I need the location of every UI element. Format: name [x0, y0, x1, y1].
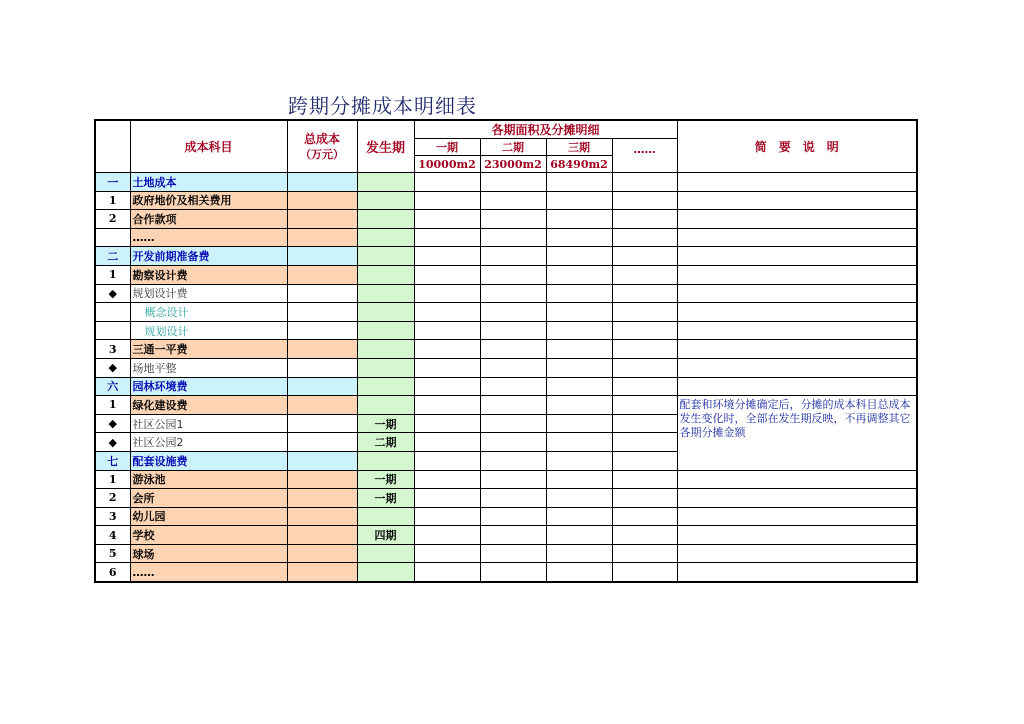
header-blank — [95, 120, 130, 173]
row-period[interactable]: 一期 — [357, 470, 414, 489]
row-period[interactable] — [357, 247, 414, 266]
row-phase-1-amount[interactable] — [414, 358, 480, 377]
row-subject[interactable]: 园林环境费 — [130, 377, 287, 396]
row-phase-4-amount[interactable] — [612, 210, 677, 229]
row-phase-4-amount[interactable] — [612, 526, 677, 545]
row-subject[interactable]: 配套设施费 — [130, 451, 287, 470]
table-row — [95, 340, 917, 359]
row-phase-2-amount[interactable] — [480, 489, 546, 508]
table-row — [95, 563, 917, 582]
row-phase-2-amount[interactable] — [480, 526, 546, 545]
row-total-cost[interactable] — [287, 210, 357, 229]
row-total-cost[interactable] — [287, 321, 357, 340]
row-phase-4-amount[interactable] — [612, 470, 677, 489]
allocation-note: 配套和环境分摊确定后，分摊的成本科目总成本发生变化时，全部在发生期反映，不再调整其它各期分摊金额 — [677, 396, 917, 470]
row-phase-1-amount[interactable] — [414, 470, 480, 489]
row-phase-4-amount[interactable] — [612, 396, 677, 415]
row-subject[interactable]: 三通一平费 — [130, 340, 287, 359]
row-phase-4-amount[interactable] — [612, 303, 677, 322]
row-notes[interactable] — [677, 284, 917, 303]
table-row — [95, 377, 917, 396]
row-phase-3-amount[interactable] — [546, 377, 612, 396]
row-phase-1-amount[interactable] — [414, 191, 480, 210]
row-period[interactable] — [357, 396, 414, 415]
header-phase-3: 三期 — [546, 139, 612, 156]
row-phase-2-amount[interactable] — [480, 470, 546, 489]
header-phase-2: 二期 — [480, 139, 546, 156]
row-phase-1-amount[interactable] — [414, 173, 480, 192]
row-subject[interactable]: 幼儿园 — [130, 507, 287, 526]
row-total-cost[interactable] — [287, 340, 357, 359]
row-phase-2-amount[interactable] — [480, 321, 546, 340]
row-phase-1-amount[interactable] — [414, 414, 480, 433]
row-subject[interactable]: 勘察设计费 — [130, 265, 287, 284]
row-phase-4-amount[interactable] — [612, 340, 677, 359]
table-row — [95, 507, 917, 526]
row-phase-1-amount[interactable] — [414, 433, 480, 452]
row-phase-1-amount[interactable] — [414, 507, 480, 526]
row-period[interactable] — [357, 303, 414, 322]
header-total-cost-line1: 总成本 — [303, 131, 340, 146]
row-subject[interactable]: …… — [130, 563, 287, 582]
row-total-cost[interactable] — [287, 433, 357, 452]
row-phase-1-amount[interactable] — [414, 544, 480, 563]
row-phase-1-amount[interactable] — [414, 228, 480, 247]
row-phase-1-amount[interactable] — [414, 303, 480, 322]
row-notes[interactable] — [677, 265, 917, 284]
header-area-3: 68490m2 — [546, 156, 612, 173]
row-phase-2-amount[interactable] — [480, 191, 546, 210]
row-phase-3-amount[interactable] — [546, 544, 612, 563]
row-phase-2-amount[interactable] — [480, 210, 546, 229]
row-total-cost[interactable] — [287, 396, 357, 415]
row-notes[interactable] — [677, 526, 917, 545]
row-period[interactable] — [357, 507, 414, 526]
row-phase-3-amount[interactable] — [546, 414, 612, 433]
row-notes[interactable] — [677, 563, 917, 582]
row-phase-4-amount[interactable] — [612, 489, 677, 508]
row-notes[interactable] — [677, 340, 917, 359]
table-row — [95, 284, 917, 303]
row-total-cost[interactable] — [287, 526, 357, 545]
row-subject[interactable]: 游泳池 — [130, 470, 287, 489]
row-notes[interactable] — [677, 377, 917, 396]
row-number: ◆ — [95, 284, 130, 303]
row-subject[interactable]: 社区公园1 — [130, 414, 287, 433]
row-phase-4-amount[interactable] — [612, 228, 677, 247]
header-phase-more: …… — [612, 139, 677, 173]
row-phase-2-amount[interactable] — [480, 507, 546, 526]
row-phase-3-amount[interactable] — [546, 451, 612, 470]
row-phase-4-amount[interactable] — [612, 414, 677, 433]
row-phase-3-amount[interactable] — [546, 173, 612, 192]
row-total-cost[interactable] — [287, 470, 357, 489]
table-row — [95, 321, 917, 340]
row-phase-3-amount[interactable] — [546, 265, 612, 284]
row-notes[interactable] — [677, 247, 917, 266]
row-phase-2-amount[interactable] — [480, 377, 546, 396]
row-number — [95, 303, 130, 322]
row-phase-3-amount[interactable] — [546, 507, 612, 526]
row-notes[interactable] — [677, 489, 917, 508]
page-title: 跨期分摊成本明细表 — [288, 94, 477, 118]
row-period[interactable] — [357, 228, 414, 247]
row-phase-3-amount[interactable] — [546, 321, 612, 340]
row-number: 六 — [95, 377, 130, 396]
table-row — [95, 489, 917, 508]
row-phase-4-amount[interactable] — [612, 563, 677, 582]
row-total-cost[interactable] — [287, 489, 357, 508]
row-phase-2-amount[interactable] — [480, 396, 546, 415]
row-number: 1 — [95, 265, 130, 284]
row-number: 4 — [95, 526, 130, 545]
row-phase-2-amount[interactable] — [480, 563, 546, 582]
row-phase-1-amount[interactable] — [414, 377, 480, 396]
row-total-cost[interactable] — [287, 265, 357, 284]
row-phase-2-amount[interactable] — [480, 173, 546, 192]
row-phase-3-amount[interactable] — [546, 303, 612, 322]
row-notes[interactable] — [677, 303, 917, 322]
header-area-1: 10000m2 — [414, 156, 480, 173]
row-number: 5 — [95, 544, 130, 563]
row-notes[interactable] — [677, 544, 917, 563]
row-number: 3 — [95, 340, 130, 359]
row-period[interactable]: 四期 — [357, 526, 414, 545]
row-subject[interactable]: 社区公园2 — [130, 433, 287, 452]
row-period[interactable]: 一期 — [357, 414, 414, 433]
row-number: 二 — [95, 247, 130, 266]
row-phase-1-amount[interactable] — [414, 526, 480, 545]
header-area-2: 23000m2 — [480, 156, 546, 173]
row-notes[interactable] — [677, 507, 917, 526]
row-phase-3-amount[interactable] — [546, 210, 612, 229]
row-notes[interactable] — [677, 321, 917, 340]
row-subject[interactable]: 绿化建设费 — [130, 396, 287, 415]
row-subject[interactable]: 土地成本 — [130, 173, 287, 192]
header-total-cost-line2: （万元） — [300, 147, 344, 161]
row-phase-4-amount[interactable] — [612, 191, 677, 210]
row-phase-3-amount[interactable] — [546, 228, 612, 247]
row-period[interactable] — [357, 210, 414, 229]
row-number: ◆ — [95, 414, 130, 433]
row-notes[interactable] — [677, 358, 917, 377]
row-phase-4-amount[interactable] — [612, 173, 677, 192]
row-phase-2-amount[interactable] — [480, 414, 546, 433]
row-phase-4-amount[interactable] — [612, 377, 677, 396]
row-phase-3-amount[interactable] — [546, 526, 612, 545]
row-subject[interactable]: 合作款项 — [130, 210, 287, 229]
row-period[interactable] — [357, 358, 414, 377]
table-row — [95, 544, 917, 563]
row-notes[interactable] — [677, 173, 917, 192]
row-phase-2-amount[interactable] — [480, 544, 546, 563]
row-period[interactable] — [357, 284, 414, 303]
row-phase-3-amount[interactable] — [546, 284, 612, 303]
table-row — [95, 303, 917, 322]
row-subject[interactable]: 概念设计 — [130, 303, 287, 322]
table-row — [95, 173, 917, 192]
row-period[interactable] — [357, 451, 414, 470]
row-period[interactable] — [357, 377, 414, 396]
row-phase-2-amount[interactable] — [480, 451, 546, 470]
row-phase-1-amount[interactable] — [414, 265, 480, 284]
table-row — [95, 396, 917, 415]
row-total-cost[interactable] — [287, 247, 357, 266]
row-total-cost[interactable] — [287, 451, 357, 470]
row-phase-2-amount[interactable] — [480, 265, 546, 284]
row-total-cost[interactable] — [287, 191, 357, 210]
row-number — [95, 228, 130, 247]
row-period[interactable] — [357, 265, 414, 284]
row-period[interactable] — [357, 191, 414, 210]
row-total-cost[interactable] — [287, 358, 357, 377]
row-phase-3-amount[interactable] — [546, 358, 612, 377]
row-subject[interactable]: 场地平整 — [130, 358, 287, 377]
row-number: 2 — [95, 210, 130, 229]
row-phase-2-amount[interactable] — [480, 228, 546, 247]
cost-allocation-table — [94, 119, 918, 583]
row-period[interactable] — [357, 173, 414, 192]
row-total-cost[interactable] — [287, 563, 357, 582]
row-total-cost[interactable] — [287, 284, 357, 303]
row-notes[interactable] — [677, 191, 917, 210]
row-phase-2-amount[interactable] — [480, 433, 546, 452]
row-period[interactable]: 二期 — [357, 433, 414, 452]
table-row — [95, 526, 917, 545]
row-subject[interactable]: 会所 — [130, 489, 287, 508]
row-phase-4-amount[interactable] — [612, 284, 677, 303]
row-phase-1-amount[interactable] — [414, 563, 480, 582]
row-phase-1-amount[interactable] — [414, 489, 480, 508]
row-total-cost[interactable] — [287, 173, 357, 192]
row-number: 2 — [95, 489, 130, 508]
table-row — [95, 247, 917, 266]
row-subject[interactable]: 规划设计费 — [130, 284, 287, 303]
row-phase-1-amount[interactable] — [414, 340, 480, 359]
row-subject[interactable]: …… — [130, 228, 287, 247]
row-total-cost[interactable] — [287, 544, 357, 563]
row-phase-2-amount[interactable] — [480, 284, 546, 303]
row-number: 1 — [95, 470, 130, 489]
row-number: 1 — [95, 396, 130, 415]
row-notes[interactable] — [677, 470, 917, 489]
header-total-cost — [287, 120, 357, 173]
row-period[interactable] — [357, 321, 414, 340]
row-phase-4-amount[interactable] — [612, 247, 677, 266]
row-phase-4-amount[interactable] — [612, 321, 677, 340]
row-number: 3 — [95, 507, 130, 526]
row-phase-1-amount[interactable] — [414, 321, 480, 340]
row-phase-4-amount[interactable] — [612, 451, 677, 470]
row-number: 6 — [95, 563, 130, 582]
row-phase-3-amount[interactable] — [546, 433, 612, 452]
row-phase-3-amount[interactable] — [546, 563, 612, 582]
row-phase-3-amount[interactable] — [546, 191, 612, 210]
row-number: 1 — [95, 191, 130, 210]
table-row — [95, 228, 917, 247]
row-subject[interactable]: 学校 — [130, 526, 287, 545]
row-period[interactable] — [357, 544, 414, 563]
table-row — [95, 191, 917, 210]
table-row — [95, 358, 917, 377]
row-phase-1-amount[interactable] — [414, 210, 480, 229]
row-subject[interactable]: 球场 — [130, 544, 287, 563]
row-phase-3-amount[interactable] — [546, 470, 612, 489]
row-total-cost[interactable] — [287, 377, 357, 396]
header-allocation: 各期面积及分摊明细 — [414, 120, 677, 139]
row-number: ◆ — [95, 358, 130, 377]
row-total-cost[interactable] — [287, 228, 357, 247]
row-subject[interactable]: 开发前期准备费 — [130, 247, 287, 266]
row-subject[interactable]: 政府地价及相关费用 — [130, 191, 287, 210]
row-subject[interactable]: 规划设计 — [130, 321, 287, 340]
row-number — [95, 321, 130, 340]
row-notes[interactable] — [677, 210, 917, 229]
row-phase-4-amount[interactable] — [612, 265, 677, 284]
table-row — [95, 210, 917, 229]
row-phase-3-amount[interactable] — [546, 247, 612, 266]
header-subject: 成本科目 — [130, 120, 287, 173]
row-phase-4-amount[interactable] — [612, 544, 677, 563]
row-total-cost[interactable] — [287, 507, 357, 526]
row-phase-3-amount[interactable] — [546, 489, 612, 508]
row-phase-2-amount[interactable] — [480, 358, 546, 377]
row-phase-1-amount[interactable] — [414, 247, 480, 266]
row-phase-4-amount[interactable] — [612, 358, 677, 377]
table-row — [95, 470, 917, 489]
row-number: 一 — [95, 173, 130, 192]
row-phase-2-amount[interactable] — [480, 303, 546, 322]
row-period[interactable]: 一期 — [357, 489, 414, 508]
table-row — [95, 265, 917, 284]
row-phase-1-amount[interactable] — [414, 284, 480, 303]
row-phase-3-amount[interactable] — [546, 396, 612, 415]
row-number: ◆ — [95, 433, 130, 452]
row-period[interactable] — [357, 563, 414, 582]
row-number: 七 — [95, 451, 130, 470]
row-phase-4-amount[interactable] — [612, 507, 677, 526]
header-period: 发生期 — [357, 120, 414, 173]
row-total-cost[interactable] — [287, 303, 357, 322]
header-phase-1: 一期 — [414, 139, 480, 156]
header-notes: 简 要 说 明 — [677, 120, 917, 173]
row-total-cost[interactable] — [287, 414, 357, 433]
row-phase-1-amount[interactable] — [414, 451, 480, 470]
row-phase-1-amount[interactable] — [414, 396, 480, 415]
row-period[interactable] — [357, 340, 414, 359]
row-phase-2-amount[interactable] — [480, 340, 546, 359]
row-phase-4-amount[interactable] — [612, 433, 677, 452]
row-phase-3-amount[interactable] — [546, 340, 612, 359]
row-phase-2-amount[interactable] — [480, 247, 546, 266]
row-notes[interactable] — [677, 228, 917, 247]
